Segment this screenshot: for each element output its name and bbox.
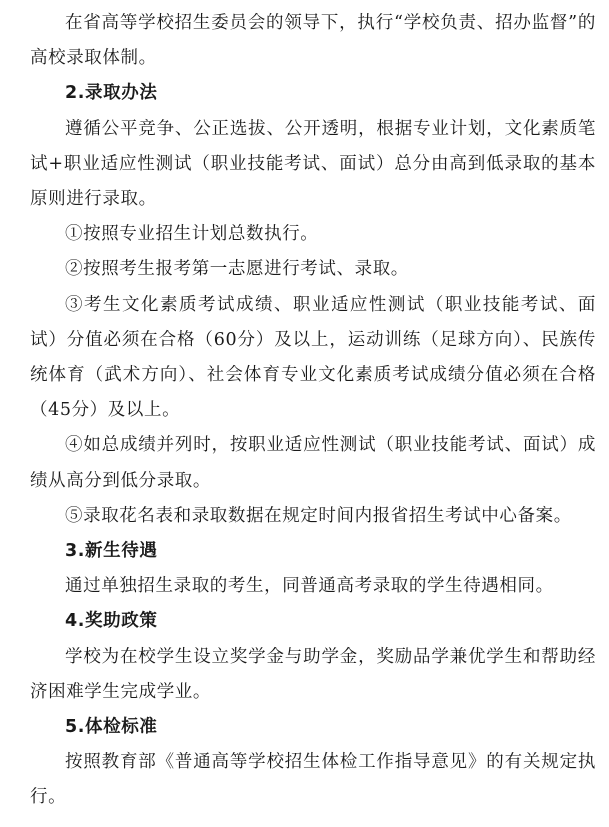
document-page [30, 6, 596, 816]
section-heading-scholarship-policy: 4.奖助政策 [65, 611, 158, 632]
section-heading-physical-exam: 5.体检标准 [65, 717, 158, 738]
section-heading-admission-method: 2.录取办法 [65, 83, 158, 104]
admission-rule-5: ⑤录取花名表和录取数据在规定时间内报省招生考试中心备案。 [65, 505, 572, 526]
admission-rule-1: ①按照专业招生计划总数执行。 [65, 224, 319, 245]
intro-paragraph: 在省高等学校招生委员会的领导下，执行“学校负责、招办监督”的高校录取体制。 [30, 13, 596, 69]
admission-rule-4: ④如总成绩并列时，按职业适应性测试（职业技能考试、面试）成绩从高分到低分录取。 [30, 435, 596, 491]
section-heading-new-student-treatment: 3.新生待遇 [65, 541, 158, 562]
admission-rule-2: ②按照考生报考第一志愿进行考试、录取。 [65, 259, 409, 280]
new-student-treatment-paragraph: 通过单独招生录取的考生，同普通高考录取的学生待遇相同。 [65, 576, 554, 597]
scholarship-policy-paragraph: 学校为在校学生设立奖学金与助学金，奖励品学兼优学生和帮助经济困难学生完成学业。 [30, 646, 596, 702]
admission-rule-3: ③考生文化素质考试成绩、职业适应性测试（职业技能考试、面试）分值必须在合格（60分）及以上，运动训练（足球方向）、民族传统体育（武术方向）、社会体育专业文化素质考试成绩分值必须在合格（45分）及以上。 [30, 294, 596, 421]
admission-method-paragraph: 遵循公平竞争、公正选拔、公开透明，根据专业计划，文化素质笔试+职业适应性测试（职业技能考试、面试）总分由高到低录取的基本原则进行录取。 [30, 118, 596, 210]
physical-exam-paragraph: 按照教育部《普通高等学校招生体检工作指导意见》的有关规定执行。 [30, 752, 596, 808]
